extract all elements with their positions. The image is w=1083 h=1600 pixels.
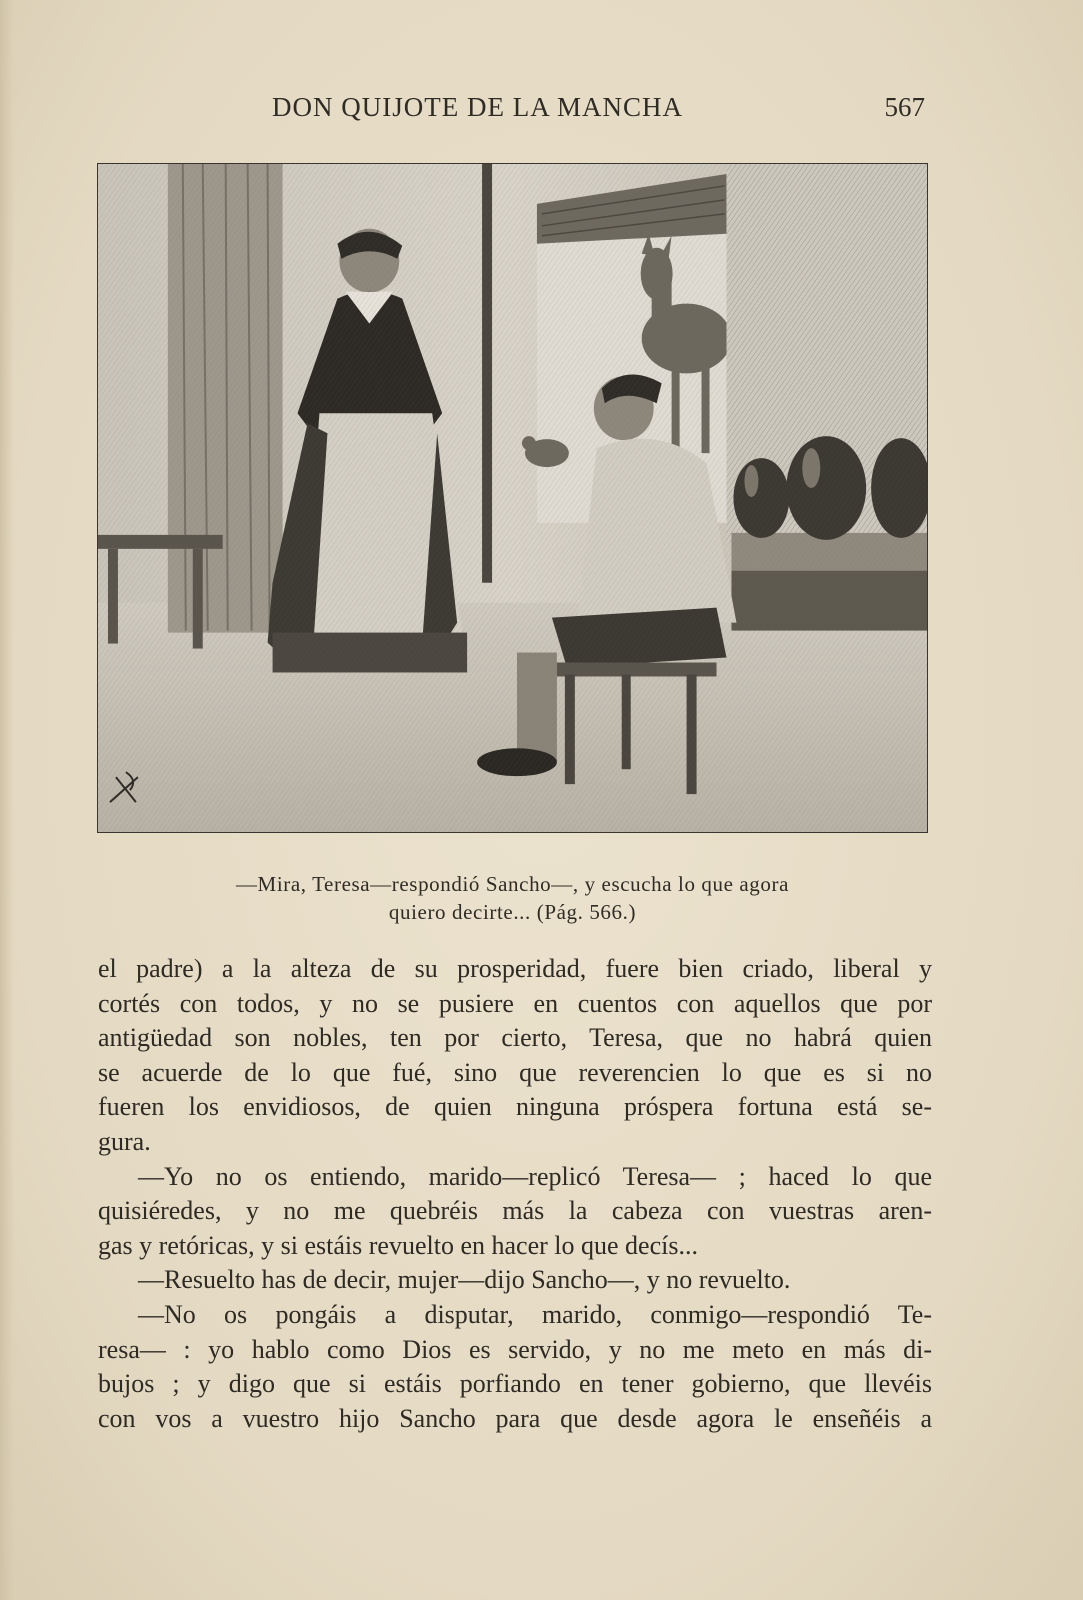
engraving-illustration xyxy=(97,163,928,833)
page-edge-shadow xyxy=(0,0,14,1600)
engraving-drawing xyxy=(98,164,927,832)
text-line: —No os pongáis a disputar, marido, conmigo—respondió Te- xyxy=(138,1299,932,1329)
text-line: se acuerde de lo que fué, sino que reverencien lo que es si no xyxy=(98,1057,932,1087)
caption-line: quiero decirte... (Pág. 566.) xyxy=(388,900,637,924)
text-line: antigüedad son nobles, ten por cierto, Teresa, que no habrá quien xyxy=(98,1023,932,1053)
text-line: resa— : yo hablo como Dios es servido, y no me meto en más di- xyxy=(98,1334,932,1364)
caption-line: —Mira, Teresa—respondió Sancho—, y escucha lo que agora xyxy=(235,872,790,896)
text-line: con vos a vuestro hijo Sancho para que desde agora le enseñéis a xyxy=(98,1403,932,1433)
text-line: gura. xyxy=(98,1126,151,1156)
text-line: gas y retóricas, y si estáis revuelto en hacer lo que decís... xyxy=(98,1230,698,1260)
illustration-caption xyxy=(97,870,928,926)
text-line: quisiéredes, y no me quebréis más la cabeza con vuestras aren- xyxy=(98,1196,932,1226)
text-line: —Resuelto has de decir, mujer—dijo Sancho—, y no revuelto. xyxy=(138,1265,791,1295)
text-line: —Yo no os entiendo, marido—replicó Teresa— ; haced lo que xyxy=(138,1161,932,1191)
running-head: DON QUIJOTE DE LA MANCHA xyxy=(272,92,683,122)
body-text xyxy=(98,952,932,1436)
text-line: bujos ; y digo que si estáis porfiando en tener gobierno, que llevéis xyxy=(98,1369,932,1399)
text-line: cortés con todos, y no se pusiere en cuentos con aquellos que por xyxy=(98,988,932,1018)
page-number: 567 xyxy=(884,92,925,122)
text-line: el padre) a la alteza de su prosperidad, fuere bien criado, liberal y xyxy=(98,954,932,983)
text-line: fueren los envidiosos, de quien ninguna próspera fortuna está se- xyxy=(98,1092,932,1122)
